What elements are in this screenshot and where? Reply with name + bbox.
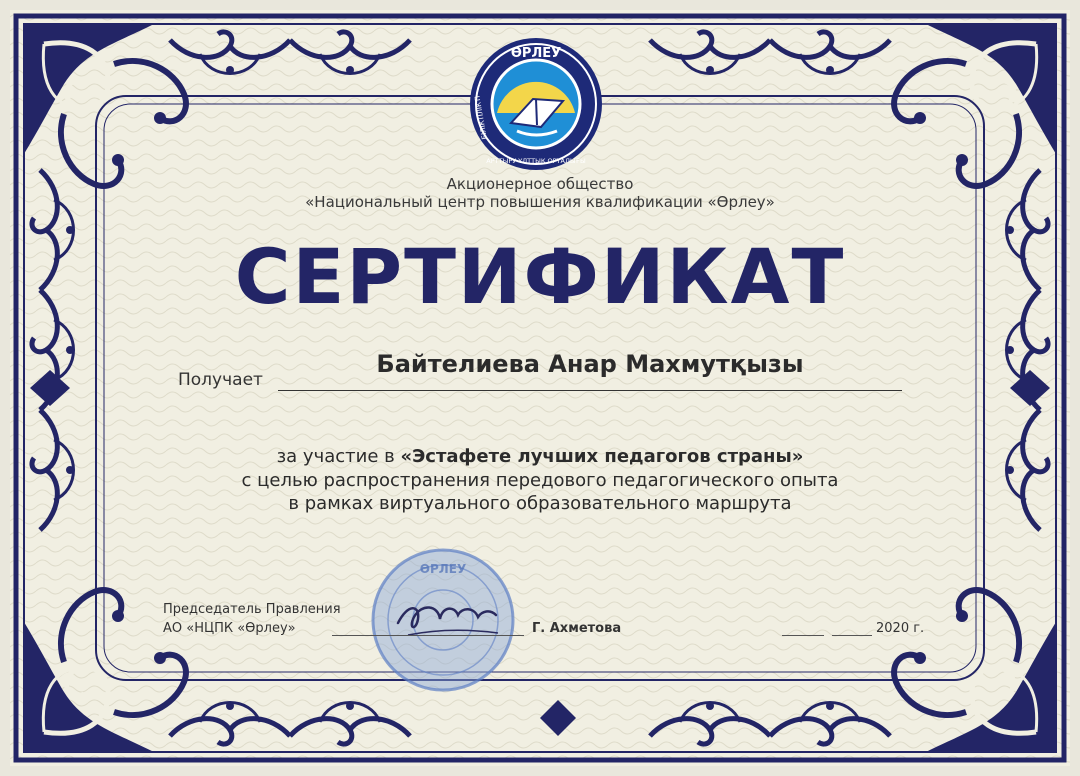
logo-ring-bottom: АРТТЫРУ ҰЛТТЫҚ ОРТАЛЫҒЫ [486, 157, 586, 165]
logo-ring-top: ӨРЛЕУ [510, 46, 562, 61]
body-line-1 [10, 446, 1070, 467]
certificate [10, 10, 1070, 766]
org-line-1: Акционерное общество [446, 175, 634, 193]
date-year: 2020 г. [876, 621, 925, 636]
signer-name: Г. Ахметова [532, 621, 622, 636]
logo-ring-left: БІЛІКТІЛІКТІ [473, 95, 489, 141]
round-seal-stamp [368, 545, 518, 695]
body-line-1-prefix: за участие в [276, 446, 401, 467]
date-day-line [782, 635, 824, 636]
orleu-logo [467, 35, 605, 173]
signer-position-line-2: АО «НЦПК «Өрлеу» [163, 621, 296, 636]
body-line-2: с целью распространения передового педагогического опыта [241, 470, 839, 491]
event-name: «Эстафете лучших педагогов страны» [400, 446, 804, 467]
date-month-line [832, 635, 872, 636]
recipient-name: Байтелиева Анар Махмутқызы [376, 350, 804, 378]
recipient-label: Получает [178, 370, 263, 390]
seal-text: ӨРЛЕУ [419, 562, 467, 576]
recipient-underline [278, 390, 902, 391]
signer-position-line-1: Председатель Правления [163, 602, 341, 617]
org-line-2: «Национальный центр повышения квалификации «Өрлеу» [305, 193, 775, 211]
body-line-3: в рамках виртуального образовательного маршрута [288, 493, 792, 514]
certificate-title: СЕРТИФИКАТ [234, 232, 846, 321]
signature-line [332, 635, 524, 636]
